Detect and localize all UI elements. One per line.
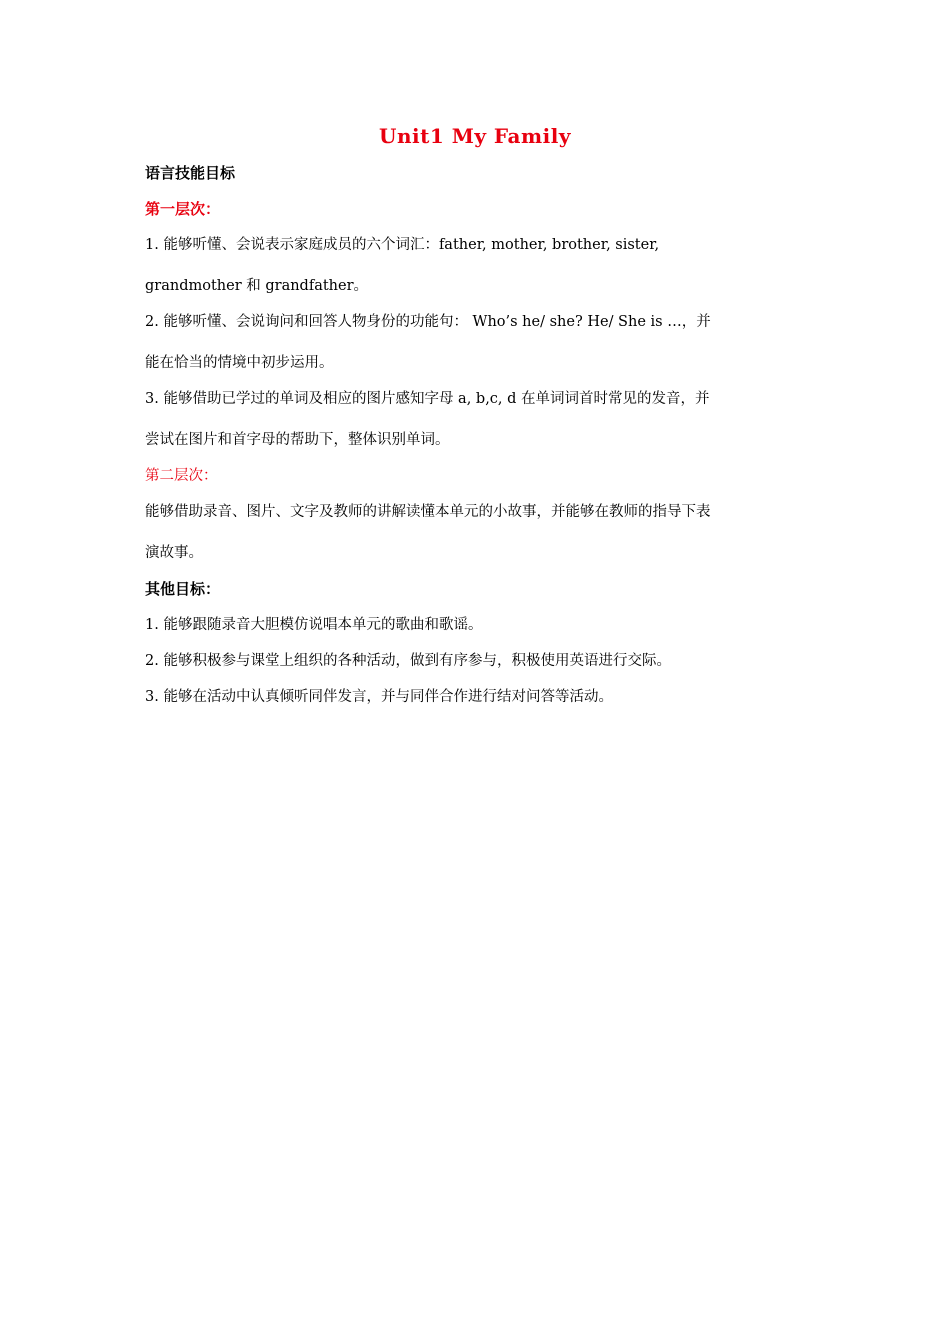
section-heading-language-skills: 语言技能目标 [145,164,236,182]
document-title: Unit1 My Family [379,124,571,148]
level-two-line-2: 演故事。 [145,545,203,561]
level-one-item-3-line-1: 3. 能够借助已学过的单词及相应的图片感知字母 a, b,c, d 在单词词首时常见的发音，并 [145,391,710,407]
level-one-heading: 第一层次： [145,200,221,218]
other-goal-item-1: 1. 能够跟随录音大胆模仿说唱本单元的歌曲和歌谣。 [145,617,483,633]
level-two-heading: 第二层次： [145,468,218,484]
level-one-item-3-line-2: 尝试在图片和首字母的帮助下，整体识别单词。 [145,432,450,448]
other-goals-heading: 其他目标： [145,580,221,598]
level-two-line-1: 能够借助录音、图片、文字及教师的讲解读懂本单元的小故事，并能够在教师的指导下表 [145,504,711,520]
level-one-item-2-line-2: 能在恰当的情境中初步运用。 [145,355,334,371]
level-one-item-2-line-1: 2. 能够听懂、会说询问和回答人物身份的功能句： Who’s he/ she? He/ She is …，并 [145,314,711,330]
level-one-item-1-line-1: 1. 能够听懂、会说表示家庭成员的六个词汇：father, mother, brother, sister, [145,237,660,253]
other-goal-item-3: 3. 能够在活动中认真倾听同伴发言，并与同伴合作进行结对问答等活动。 [145,689,613,705]
other-goal-item-2: 2. 能够积极参与课堂上组织的各种活动，做到有序参与，积极使用英语进行交际。 [145,653,671,669]
level-one-item-1-line-2: grandmother 和 grandfather。 [145,278,369,294]
